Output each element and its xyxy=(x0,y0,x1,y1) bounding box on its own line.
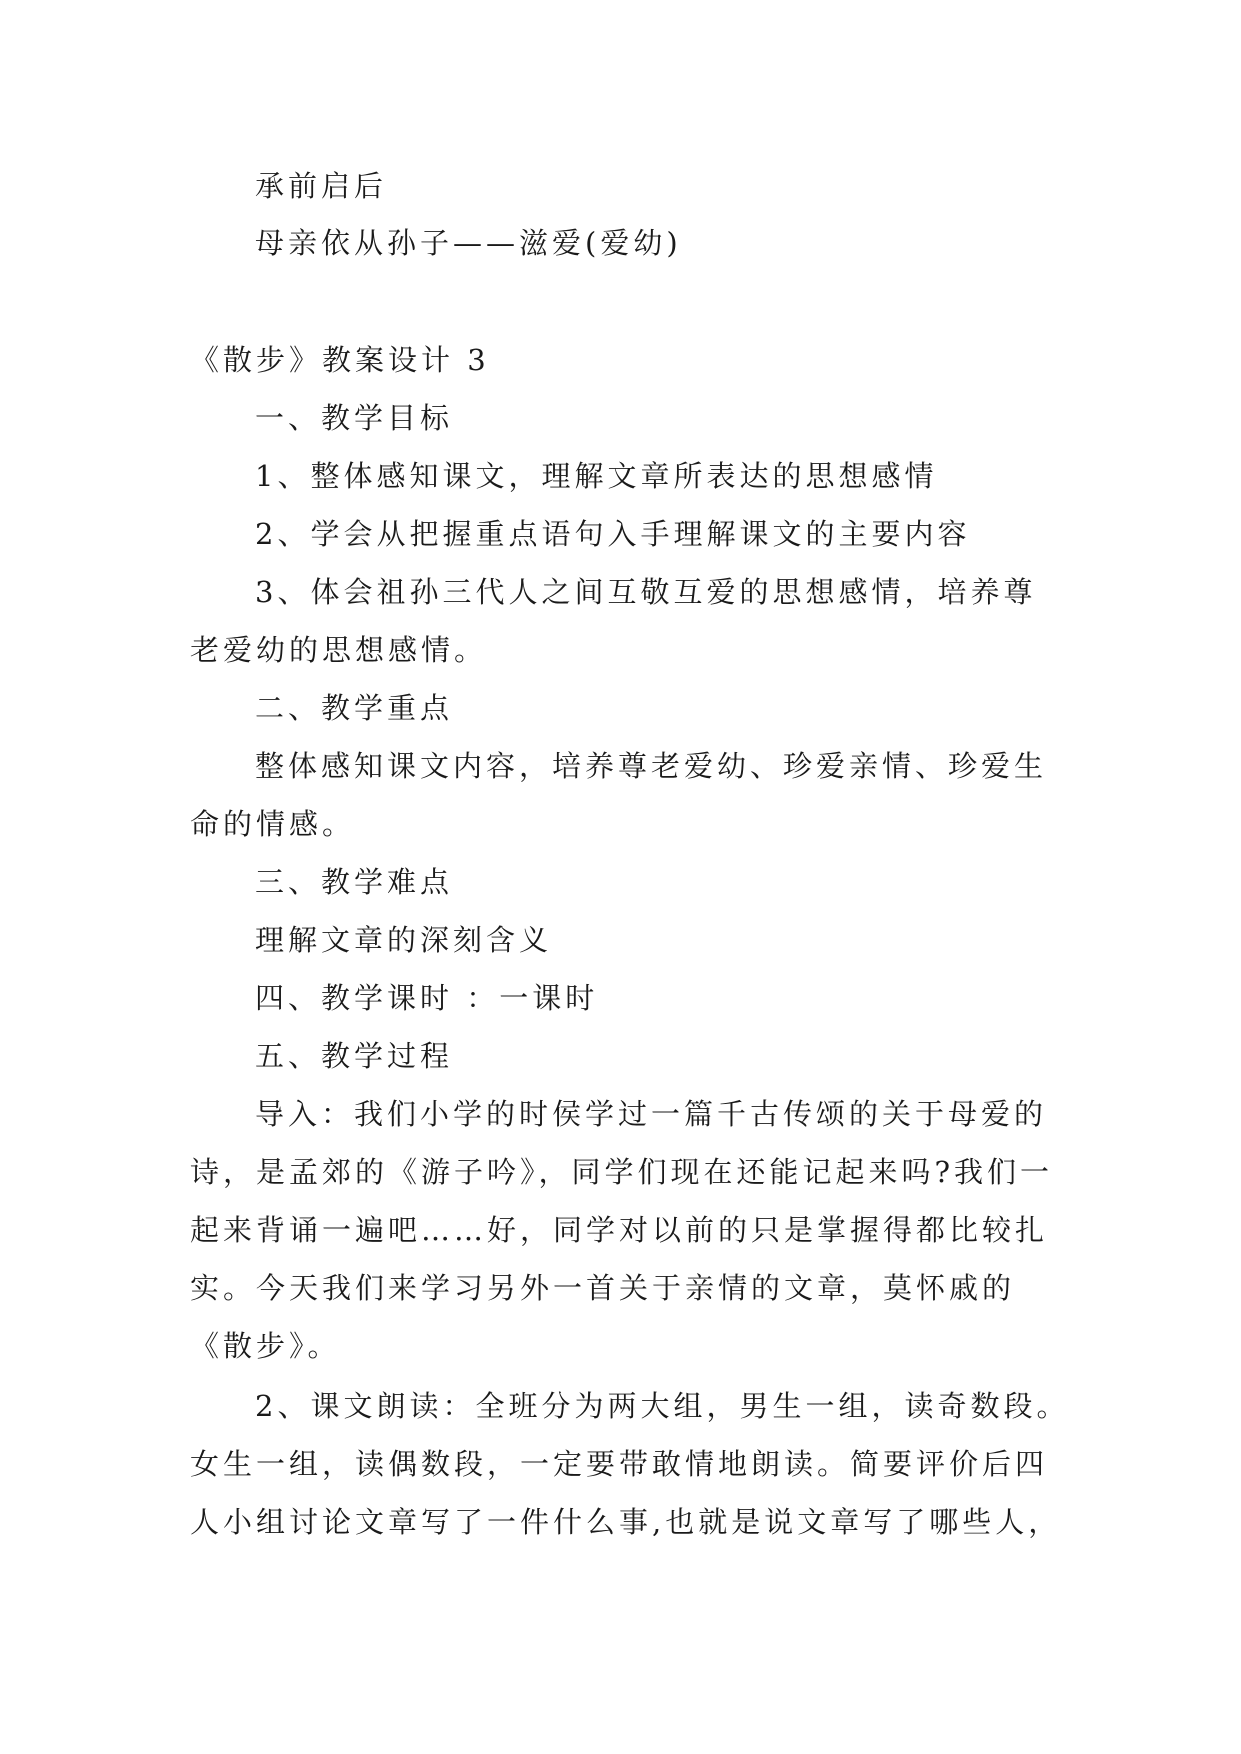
text-line: 实。今天我们来学习另外一首关于亲情的文章，莫怀戚的 xyxy=(190,1271,1016,1305)
text-line: 母亲依从孙子——滋爱(爱幼) xyxy=(255,226,682,260)
heading-objectives: 一、教学目标 xyxy=(255,401,454,435)
text-line: 女生一组，读偶数段，一定要带敢情地朗读。简要评价后四 xyxy=(190,1447,1049,1481)
text-line: 人小组讨论文章写了一件什么事,也就是说文章写了哪些人， xyxy=(190,1505,1062,1539)
text-line: 整体感知课文内容，培养尊老爱幼、珍爱亲情、珍爱生 xyxy=(255,749,1048,783)
heading-key-points: 二、教学重点 xyxy=(255,691,454,725)
text-line: 起来背诵一遍吧……好，同学对以前的只是掌握得都比较扎 xyxy=(190,1213,1049,1247)
heading-process: 五、教学过程 xyxy=(255,1039,454,1073)
text-line: 导入：我们小学的时侯学过一篇千古传颂的关于母爱的 xyxy=(255,1097,1048,1131)
text-line: 诗，是孟郊的《游子吟》，同学们现在还能记起来吗?我们一 xyxy=(190,1155,1054,1189)
text-line: 2、学会从把握重点语句入手理解课文的主要内容 xyxy=(255,517,971,551)
text-line: 2、课文朗读：全班分为两大组，男生一组，读奇数段。 xyxy=(255,1389,1070,1423)
text-line: 理解文章的深刻含义 xyxy=(255,923,553,957)
text-line: 命的情感。 xyxy=(190,807,356,841)
section-title: 《散步》教案设计 3 xyxy=(190,343,490,377)
heading-difficulties: 三、教学难点 xyxy=(255,865,454,899)
text-line: 老爱幼的思想感情。 xyxy=(190,633,488,667)
text-line: 3、体会祖孙三代人之间互敬互爱的思想感情，培养尊 xyxy=(255,575,1037,609)
text-line: 1、整体感知课文，理解文章所表达的思想感情 xyxy=(255,459,938,493)
heading-class-hours: 四、教学课时 ：一课时 xyxy=(255,981,599,1015)
text-line: 《散步》。 xyxy=(190,1329,341,1363)
text-line: 承前启后 xyxy=(255,169,388,203)
